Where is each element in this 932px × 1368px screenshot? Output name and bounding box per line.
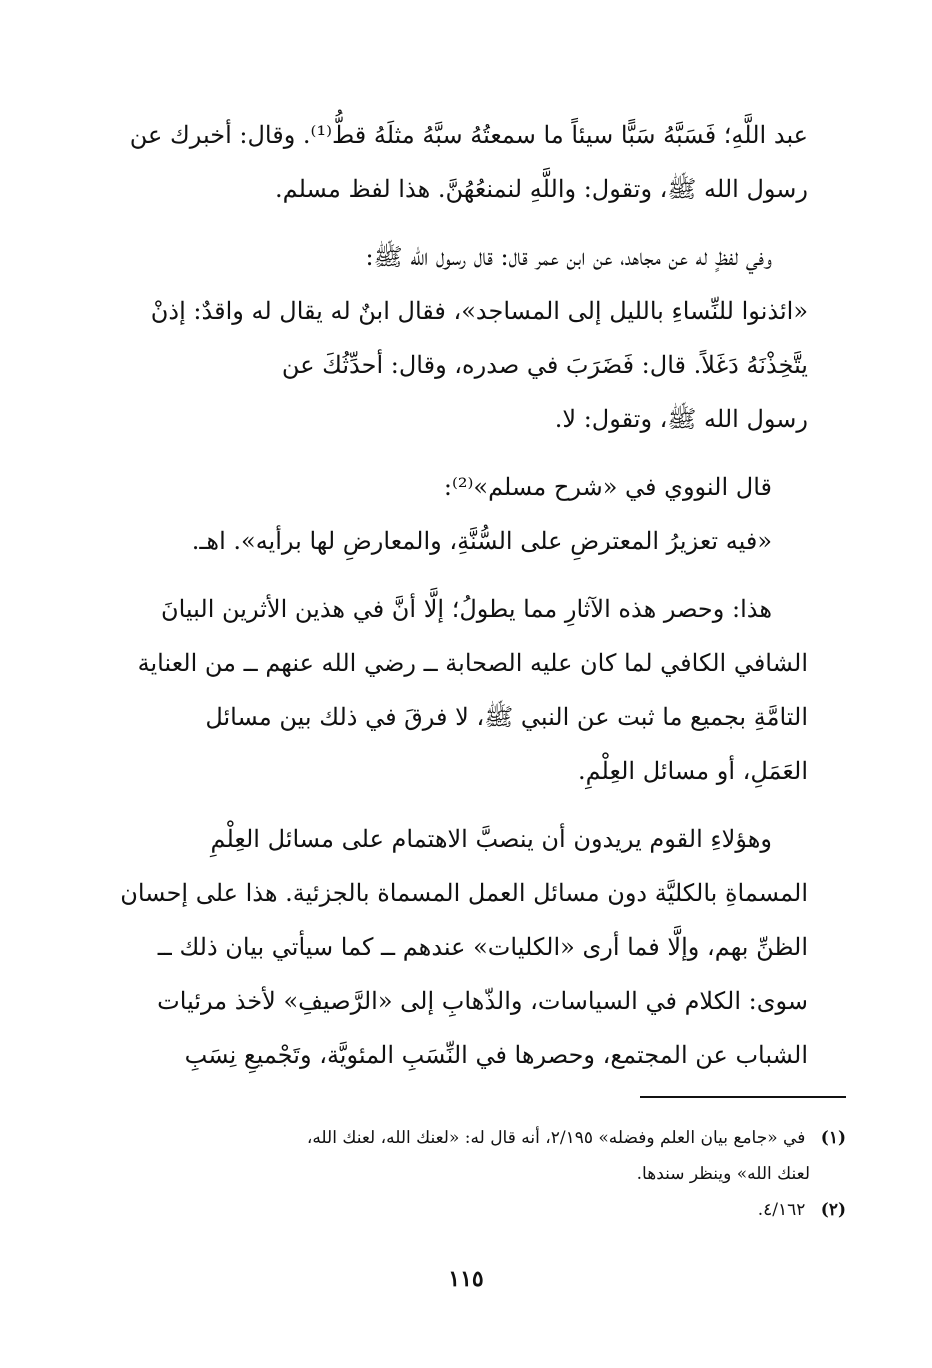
text-line: «ائذنوا للنِّساءِ بالليل إلى المساجد»، فقال ابنٌ له يقال له واقدٌ: إذنْ (150, 297, 808, 325)
quote-line: «فيه تعزيرُ المعترضِ على السُّنَّةِ، والمعارضِ لها برأيه». اهـ. (191, 527, 772, 555)
text-line: يتَّخِذْنَهُ دَغَلاً. قال: فَضَرَبَ في صدره، وقال: أحدِّثُكَ عن (281, 351, 808, 379)
paragraph-4 (102, 582, 844, 798)
footnote-text: في «جامع بيان العلم وفضله» ٢/١٩٥، أنه قال له: «لعنك الله، لعنك الله، (306, 1128, 806, 1148)
footnote-number: (١) (820, 1128, 846, 1148)
text-line: هذا: وحصر هذه الآثارِ مما يطولُ؛ إلَّا أنَّ في هذين الأثرين البيانَ (160, 595, 772, 623)
paragraph-2 (102, 230, 844, 446)
page-number: ١١٥ (448, 1266, 484, 1292)
text-line: رسول الله ﷺ، وتقول: واللَّهِ لنمنعُهُنَّ. هذا لفظ مسلم. (275, 175, 808, 203)
text-line: المسماةِ بالكليَّة دون مسائل العمل المسماة بالجزئية. هذا على إحسان (120, 879, 808, 907)
paragraph-3 (102, 460, 844, 568)
text-line: التامَّةِ بجميع ما ثبت عن النبي ﷺ، لا فرقَ في ذلك بين مسائل (205, 703, 808, 731)
text-line: الظنِّ بهم، وإلَّا فما أرى «الكليات» عندهم ــ كما سيأتي بيان ذلك ــ (157, 933, 808, 961)
text-line: سوى: الكلام في السياسات، والذّهابِ إلى «الرَّصيفِ» لأخذ مرئيات (157, 987, 808, 1015)
footnote-1-continued: لعنك الله» وينظر سندها. (636, 1164, 810, 1184)
text-line: وهؤلاءِ القوم يريدون أن ينصبَّ الاهتمام على مسائل العِلْمِ (210, 825, 772, 853)
text-line: عبد اللَّهِ؛ فَسَبَّهُ سَبًّا سيئاً ما سمعتُهُ سبَّهُ مثلَهُ قطُّ⁽¹⁾. وقال: أخبرك عن (129, 121, 808, 149)
footnote-text: ٤/١٦٢. (757, 1200, 806, 1220)
footnote-number: (٢) (820, 1200, 846, 1220)
footnote-1 (102, 1120, 846, 1156)
text-line: الشافي الكافي لما كان عليه الصحابة ــ رضي الله عنهم ــ من العناية (137, 649, 808, 677)
paragraph-5 (102, 812, 844, 1082)
footnotes (102, 1120, 846, 1228)
text-line: الشباب عن المجتمع، وحصرها في النِّسَبِ المئويَّة، وتَجْميعِ نِسَبِ (184, 1041, 808, 1069)
text-line: وفي لفظٍ له عن مجاهد، عن ابن عمر قال: قال رسول الله ﷺ: (365, 243, 772, 271)
text-line: قال النووي في «شرح مسلم»⁽²⁾: (443, 473, 772, 501)
paragraph-1 (102, 108, 844, 216)
text-line: العَمَلِ، أو مسائل العِلْمِ. (577, 757, 808, 785)
footnote-divider (640, 1096, 846, 1098)
text-line: رسول الله ﷺ، وتقول: لا. (554, 405, 808, 433)
main-text (102, 108, 844, 1096)
footnote-2 (102, 1192, 846, 1228)
